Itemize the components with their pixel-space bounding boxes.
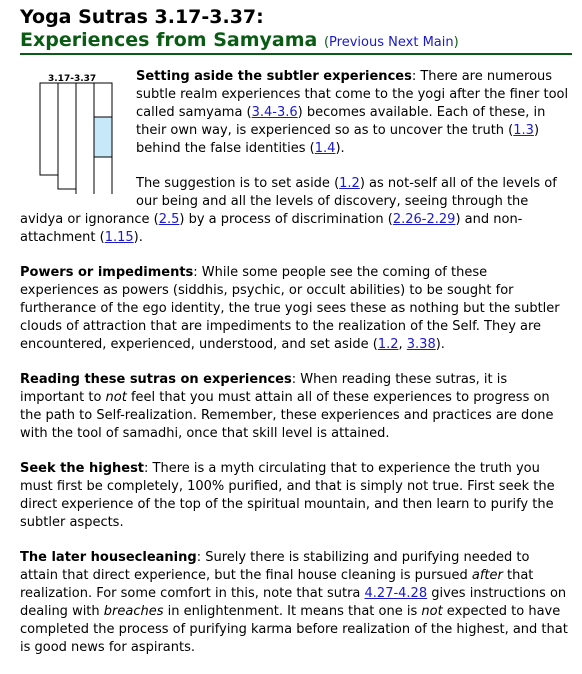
link-1-15[interactable]: 1.15 [104,230,134,245]
title-rule [20,53,572,55]
diagram-column-2 [58,83,76,189]
text: feel that you must attain all of these experiences to progress on the path to Self-realization. Remember, these experiences and practices are done with the tool of samadhi, once that skill level is attained. [20,390,554,441]
text: gives instructions on dealing with [20,586,567,619]
text: in enlightenment. It means that one is [163,604,422,619]
sutra-diagram [38,68,122,194]
text: ). [435,337,445,352]
powers-heading: Powers or impediments [20,265,194,280]
previous-link[interactable]: Previous [329,35,384,50]
section-powers [20,264,570,354]
link-2-26-2-29[interactable]: 2.26-2.29 [392,212,456,227]
reading-heading: Reading these sutras on experiences [20,372,292,387]
link-1-4[interactable]: 1.4 [314,141,336,156]
text: : Surely there is stabilizing and purifying needed to attain that direct experience, but the final house cleaning is pursued [20,550,530,583]
nav-close: ) [453,35,459,50]
emphasis: not [105,390,127,405]
text: ) by a process of discrimination ( [179,212,393,227]
section-reading [20,371,570,443]
link-1-3[interactable]: 1.3 [513,123,534,138]
link-2-5[interactable]: 2.5 [158,212,180,227]
next-link[interactable]: Next [388,35,419,50]
text: that realization. For some comfort in this, note that sutra [20,568,534,601]
link-4-27-4-28[interactable]: 4.27-4.28 [364,586,428,601]
text: The suggestion is to set aside ( [136,176,340,191]
text: , [398,337,407,352]
text: ) as not-self all of the levels of our being and all the levels of discovery, seeing through the avidya or ignorance ( [20,176,557,227]
section-seek [20,460,570,532]
text: ) becomes available. Each of these, in their own way, is experienced so as to uncover the truth ( [136,105,546,138]
seek-heading: Seek the highest [20,461,145,476]
text: ) behind the false identities ( [136,123,540,156]
text: : While some people see the coming of these experiences as powers (siddhis, psychic, or occult abilities) to be sought for furtherance of the ego identity, the true yogi sees these as nothing but the subtler clouds of attraction that are impediments to the realization of the Self. They are encountered, experienced, understood, and set aside ( [20,265,560,352]
text: : There are numerous subtle realm experiences that come to the yogi after the finer tool called samyama ( [136,69,569,120]
text: expected to have completed the process of purifying karma before realization of the highest, and that is good news for aspirants. [20,604,568,655]
text: ). [335,141,345,156]
setting-aside-heading: Setting aside the subtler experiences [136,69,412,84]
link-1-2-b[interactable]: 1.2 [377,337,399,352]
emphasis: breaches [103,604,164,619]
text: ). [133,230,143,245]
diagram-column-1 [40,83,58,175]
diagram-column-3 [76,83,94,194]
text: : There is a myth circulating that to experience the truth you must first be completely, 100% purified, and that is simply not true. First seek the direct experience of the top of the spiritual mountain, and then learn to purify the subtler aspects. [20,461,555,530]
housecleaning-heading: The later housecleaning [20,550,197,565]
diagram-highlight-segment [94,117,112,157]
link-3-4-3-6[interactable]: 3.4-3.6 [251,105,298,120]
main-content [20,68,570,674]
diagram-label: 3.17-3.37 [48,74,97,84]
title-line-1: Yoga Sutras 3.17-3.37: [20,6,264,28]
section-housecleaning [20,549,570,657]
page-nav [324,35,459,50]
link-1-2[interactable]: 1.2 [339,176,360,191]
link-3-38[interactable]: 3.38 [406,337,436,352]
text: : When reading these sutras, it is important to [20,372,508,405]
nav-open: ( [323,35,330,50]
emphasis: after [471,568,503,583]
main-link[interactable]: Main [422,35,454,50]
title-line-2-text: Experiences from Samyama [20,29,318,51]
page-title [20,6,572,54]
emphasis: not [421,604,443,619]
text: ) and non-attachment ( [20,212,523,245]
title-line-2 [20,29,572,54]
